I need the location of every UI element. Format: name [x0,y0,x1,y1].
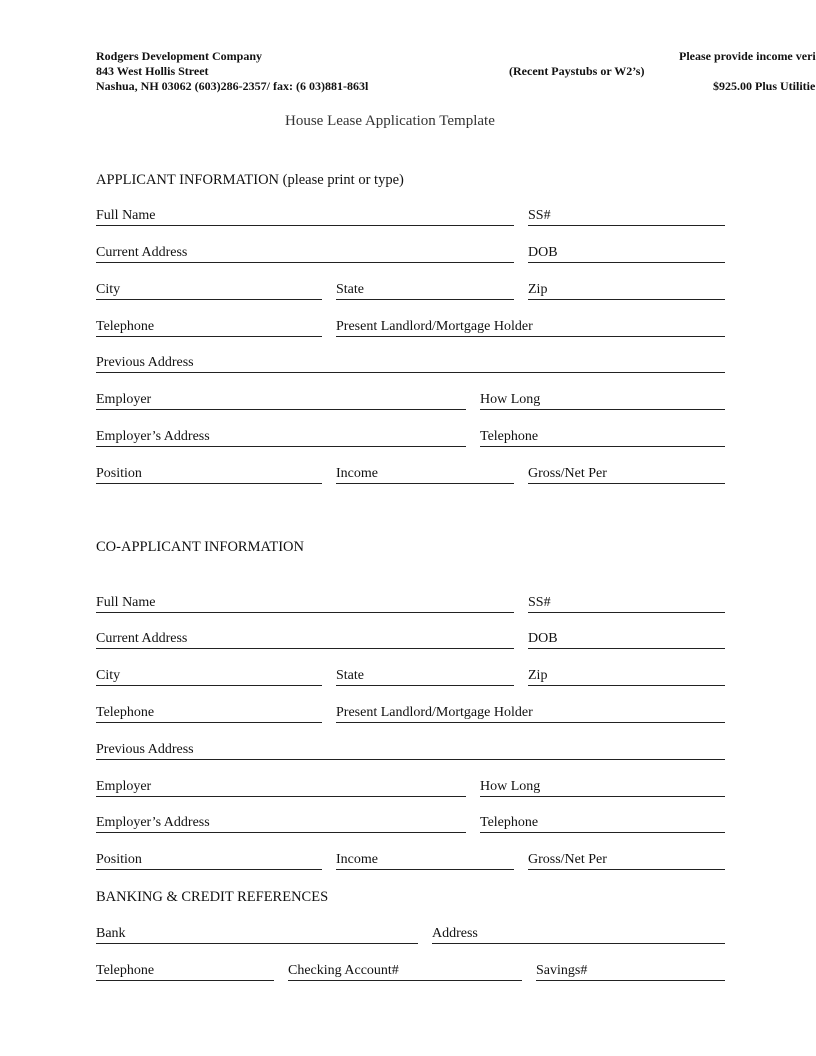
co-applicant-employer-field[interactable] [96,779,466,797]
checking-account-field[interactable] [288,963,522,981]
co-applicant-state-label: State [336,668,364,683]
company-name: Rodgers Development Company [96,49,262,63]
company-street: 843 West Hollis Street [96,64,209,78]
applicant-state-label: State [336,282,364,297]
co-applicant-zip-field[interactable] [528,668,725,686]
applicant-telephone-field[interactable] [96,319,322,337]
co-applicant-employer-label: Employer [96,779,152,794]
applicant-row-address [96,245,725,263]
co-applicant-telephone-field[interactable] [96,705,322,723]
co-applicant-employer-telephone-label: Telephone [480,815,539,830]
applicant-dob-label: DOB [528,245,558,260]
applicant-position-label: Position [96,466,142,481]
co-applicant-position-field[interactable] [96,852,322,870]
applicant-row-name [96,208,725,226]
applicant-position-field[interactable] [96,466,322,484]
income-verification-note: Please provide income veri [679,49,816,63]
co-applicant-ss-label: SS# [528,595,551,610]
checking-account-label: Checking Account# [288,963,399,978]
co-applicant-row-address [96,631,725,649]
applicant-previous-address-label: Previous Address [96,355,194,370]
applicant-city-field[interactable] [96,282,322,300]
co-applicant-previous-address-field[interactable] [96,742,725,760]
applicant-dob-field[interactable] [528,245,725,263]
applicant-zip-label: Zip [528,282,548,297]
applicant-section-heading: APPLICANT INFORMATION (please print or type) [96,172,404,188]
co-applicant-row-employer [96,779,725,797]
applicant-employer-telephone-label: Telephone [480,429,539,444]
co-applicant-current-address-label: Current Address [96,631,188,646]
applicant-city-label: City [96,282,121,297]
applicant-gross-net-field[interactable] [528,466,725,484]
co-applicant-city-label: City [96,668,121,683]
savings-account-label: Savings# [536,963,588,978]
co-applicant-landlord-label: Present Landlord/Mortgage Holder [336,705,533,720]
co-applicant-row-previous-address [96,742,725,760]
applicant-income-field[interactable] [336,466,514,484]
applicant-row-city [96,282,725,300]
co-applicant-zip-label: Zip [528,668,548,683]
applicant-telephone-label: Telephone [96,319,155,334]
applicant-employer-label: Employer [96,392,152,407]
bank-telephone-label: Telephone [96,963,155,978]
co-applicant-employer-address-field[interactable] [96,815,466,833]
co-applicant-full-name-field[interactable] [96,595,514,613]
co-applicant-how-long-field[interactable] [480,779,725,797]
applicant-how-long-field[interactable] [480,392,725,410]
co-applicant-previous-address-label: Previous Address [96,742,194,757]
co-applicant-gross-net-field[interactable] [528,852,725,870]
co-applicant-city-field[interactable] [96,668,322,686]
applicant-full-name-label: Full Name [96,208,156,223]
co-applicant-income-field[interactable] [336,852,514,870]
applicant-row-previous-address [96,355,725,373]
co-applicant-row-name [96,595,725,613]
bank-label: Bank [96,926,126,941]
co-applicant-income-label: Income [336,852,378,867]
applicant-employer-field[interactable] [96,392,466,410]
co-applicant-employer-telephone-field[interactable] [480,815,725,833]
banking-row-bank [96,926,725,944]
bank-telephone-field[interactable] [96,963,274,981]
co-applicant-how-long-label: How Long [480,779,541,794]
co-applicant-position-label: Position [96,852,142,867]
applicant-how-long-label: How Long [480,392,541,407]
applicant-row-employer [96,392,725,410]
applicant-state-field[interactable] [336,282,514,300]
applicant-zip-field[interactable] [528,282,725,300]
bank-address-field[interactable] [432,926,725,944]
bank-field[interactable] [96,926,418,944]
applicant-income-label: Income [336,466,378,481]
co-applicant-gross-net-label: Gross/Net Per [528,852,607,867]
banking-section-heading: BANKING & CREDIT REFERENCES [96,889,329,905]
co-applicant-section-heading: CO-APPLICANT INFORMATION [96,539,304,555]
co-applicant-current-address-field[interactable] [96,631,514,649]
banking-row-accounts [96,963,725,981]
co-applicant-dob-label: DOB [528,631,558,646]
applicant-ss-field[interactable] [528,208,725,226]
page-title: House Lease Application Template [285,113,495,129]
co-applicant-full-name-label: Full Name [96,595,156,610]
co-applicant-row-city [96,668,725,686]
co-applicant-ss-field[interactable] [528,595,725,613]
co-applicant-telephone-label: Telephone [96,705,155,720]
bank-address-label: Address [432,926,478,941]
co-applicant-row-position [96,852,725,870]
co-applicant-landlord-field[interactable] [336,705,725,723]
applicant-row-telephone [96,319,725,337]
co-applicant-row-employer-address [96,815,725,833]
applicant-employer-telephone-field[interactable] [480,429,725,447]
paystubs-note: (Recent Paystubs or W2’s) [509,64,645,78]
savings-account-field[interactable] [536,963,725,981]
co-applicant-state-field[interactable] [336,668,514,686]
co-applicant-dob-field[interactable] [528,631,725,649]
applicant-landlord-field[interactable] [336,319,725,337]
applicant-employer-address-field[interactable] [96,429,466,447]
applicant-employer-address-label: Employer’s Address [96,429,210,444]
applicant-row-position [96,466,725,484]
co-applicant-employer-address-label: Employer’s Address [96,815,210,830]
applicant-gross-net-label: Gross/Net Per [528,466,607,481]
applicant-ss-label: SS# [528,208,551,223]
applicant-full-name-field[interactable] [96,208,514,226]
co-applicant-row-telephone [96,705,725,723]
applicant-current-address-label: Current Address [96,245,188,260]
applicant-current-address-field[interactable] [96,245,514,263]
applicant-previous-address-field[interactable] [96,355,725,373]
company-city-phone: Nashua, NH 03062 (603)286-2357/ fax: (6 03)881-863l [96,79,369,93]
rent-amount: $925.00 Plus Utilitie [713,79,816,93]
applicant-landlord-label: Present Landlord/Mortgage Holder [336,319,533,334]
applicant-row-employer-address [96,429,725,447]
